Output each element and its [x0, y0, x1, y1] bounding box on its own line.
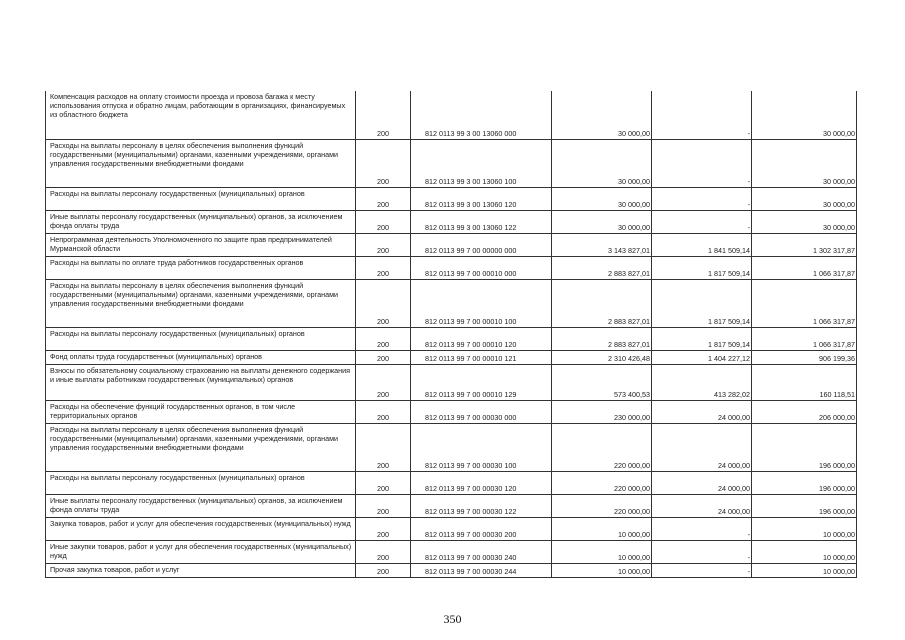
code-cell: 200: [356, 540, 411, 563]
classification-code-cell: 812 0113 99 7 00 00010 100: [411, 279, 552, 327]
executed-amount-cell: 1 404 227,12: [652, 350, 752, 364]
budget-table-container: [45, 91, 856, 578]
code-cell: 200: [356, 91, 411, 139]
approved-amount-cell: 220 000,00: [552, 471, 652, 494]
executed-amount-cell: 24 000,00: [652, 494, 752, 517]
table-row: [46, 233, 857, 256]
code-cell: 200: [356, 233, 411, 256]
table-row: [46, 139, 857, 187]
approved-amount-cell: 3 143 827,01: [552, 233, 652, 256]
classification-code-cell: 812 0113 99 3 00 13060 120: [411, 187, 552, 210]
table-row: [46, 350, 857, 364]
code-cell: 200: [356, 423, 411, 471]
executed-amount-cell: -: [652, 517, 752, 540]
unexecuted-amount-cell: 1 066 317,87: [752, 256, 857, 279]
code-cell: 200: [356, 517, 411, 540]
executed-amount-cell: -: [652, 187, 752, 210]
code-cell: 200: [356, 210, 411, 233]
classification-code-cell: 812 0113 99 7 00 00000 000: [411, 233, 552, 256]
classification-code-cell: 812 0113 99 7 00 00030 240: [411, 540, 552, 563]
executed-amount-cell: -: [652, 540, 752, 563]
row-name-cell: Расходы на обеспечение функций государственных органов, в том числе территориальных органов: [46, 400, 356, 423]
unexecuted-amount-cell: 160 118,51: [752, 364, 857, 400]
executed-amount-cell: 1 817 509,14: [652, 256, 752, 279]
classification-code-cell: 812 0113 99 7 00 00030 200: [411, 517, 552, 540]
unexecuted-amount-cell: 1 066 317,87: [752, 327, 857, 350]
executed-amount-cell: 1 817 509,14: [652, 327, 752, 350]
unexecuted-amount-cell: 196 000,00: [752, 471, 857, 494]
executed-amount-cell: 1 841 509,14: [652, 233, 752, 256]
unexecuted-amount-cell: 196 000,00: [752, 494, 857, 517]
code-cell: 200: [356, 256, 411, 279]
table-row: [46, 91, 857, 139]
code-cell: 200: [356, 494, 411, 517]
executed-amount-cell: 24 000,00: [652, 471, 752, 494]
unexecuted-amount-cell: 10 000,00: [752, 517, 857, 540]
executed-amount-cell: 24 000,00: [652, 423, 752, 471]
row-name-cell: Расходы на выплаты персоналу в целях обеспечения выполнения функций государственными (муниципальными) органами, казенными учреждениями, органами управления государственными внебюджетными фондами: [46, 139, 356, 187]
table-row: [46, 256, 857, 279]
code-cell: 200: [356, 400, 411, 423]
approved-amount-cell: 30 000,00: [552, 91, 652, 139]
classification-code-cell: 812 0113 99 3 00 13060 000: [411, 91, 552, 139]
executed-amount-cell: -: [652, 91, 752, 139]
row-name-cell: Расходы на выплаты персоналу государственных (муниципальных) органов: [46, 471, 356, 494]
unexecuted-amount-cell: 30 000,00: [752, 210, 857, 233]
table-row: [46, 210, 857, 233]
unexecuted-amount-cell: 30 000,00: [752, 91, 857, 139]
table-row: [46, 187, 857, 210]
code-cell: 200: [356, 187, 411, 210]
row-name-cell: Непрограммная деятельность Уполномоченного по защите прав предпринимателей Мурманской области: [46, 233, 356, 256]
unexecuted-amount-cell: 30 000,00: [752, 139, 857, 187]
classification-code-cell: 812 0113 99 7 00 00010 000: [411, 256, 552, 279]
table-row: [46, 494, 857, 517]
unexecuted-amount-cell: 30 000,00: [752, 187, 857, 210]
budget-table: [45, 91, 857, 578]
executed-amount-cell: -: [652, 139, 752, 187]
row-name-cell: Расходы на выплаты по оплате труда работников государственных органов: [46, 256, 356, 279]
code-cell: 200: [356, 563, 411, 577]
approved-amount-cell: 220 000,00: [552, 423, 652, 471]
table-row: [46, 423, 857, 471]
approved-amount-cell: 10 000,00: [552, 563, 652, 577]
unexecuted-amount-cell: 10 000,00: [752, 540, 857, 563]
classification-code-cell: 812 0113 99 7 00 00030 122: [411, 494, 552, 517]
approved-amount-cell: 30 000,00: [552, 210, 652, 233]
unexecuted-amount-cell: 196 000,00: [752, 423, 857, 471]
classification-code-cell: 812 0113 99 7 00 00030 100: [411, 423, 552, 471]
code-cell: 200: [356, 327, 411, 350]
table-row: [46, 279, 857, 327]
executed-amount-cell: -: [652, 563, 752, 577]
table-row: [46, 517, 857, 540]
row-name-cell: Компенсация расходов на оплату стоимости проезда и провоза багажа к месту использования отпуска и обратно лицам, работающим в организациях, финансируемых из областного бюджета: [46, 91, 356, 139]
executed-amount-cell: 24 000,00: [652, 400, 752, 423]
row-name-cell: Иные выплаты персоналу государственных (муниципальных) органов, за исключением фонда оплаты труда: [46, 210, 356, 233]
approved-amount-cell: 10 000,00: [552, 517, 652, 540]
classification-code-cell: 812 0113 99 7 00 00010 120: [411, 327, 552, 350]
row-name-cell: Прочая закупка товаров, работ и услуг: [46, 563, 356, 577]
table-row: [46, 327, 857, 350]
table-row: [46, 364, 857, 400]
row-name-cell: Закупка товаров, работ и услуг для обеспечения государственных (муниципальных) нужд: [46, 517, 356, 540]
classification-code-cell: 812 0113 99 7 00 00030 120: [411, 471, 552, 494]
code-cell: 200: [356, 471, 411, 494]
classification-code-cell: 812 0113 99 7 00 00010 129: [411, 364, 552, 400]
table-row: [46, 400, 857, 423]
page-number: 350: [443, 612, 462, 626]
classification-code-cell: 812 0113 99 3 00 13060 100: [411, 139, 552, 187]
code-cell: 200: [356, 139, 411, 187]
unexecuted-amount-cell: 10 000,00: [752, 563, 857, 577]
approved-amount-cell: 30 000,00: [552, 187, 652, 210]
approved-amount-cell: 30 000,00: [552, 139, 652, 187]
approved-amount-cell: 230 000,00: [552, 400, 652, 423]
table-row: [46, 471, 857, 494]
code-cell: 200: [356, 279, 411, 327]
row-name-cell: Иные закупки товаров, работ и услуг для обеспечения государственных (муниципальных) нужд: [46, 540, 356, 563]
row-name-cell: Расходы на выплаты персоналу в целях обеспечения выполнения функций государственными (муниципальными) органами, казенными учреждениями, органами управления государственными внебюджетными фондами: [46, 279, 356, 327]
row-name-cell: Расходы на выплаты персоналу государственных (муниципальных) органов: [46, 327, 356, 350]
table-row: [46, 540, 857, 563]
budget-table-body: [46, 91, 857, 577]
approved-amount-cell: 573 400,53: [552, 364, 652, 400]
executed-amount-cell: -: [652, 210, 752, 233]
row-name-cell: Расходы на выплаты персоналу в целях обеспечения выполнения функций государственными (муниципальными) органами, казенными учреждениями, органами управления государственными внебюджетными фондами: [46, 423, 356, 471]
approved-amount-cell: 2 883 827,01: [552, 279, 652, 327]
table-row: [46, 563, 857, 577]
classification-code-cell: 812 0113 99 7 00 00030 000: [411, 400, 552, 423]
row-name-cell: Взносы по обязательному социальному страхованию на выплаты денежного содержания и иные выплаты работникам государственных (муниципальных) органов: [46, 364, 356, 400]
approved-amount-cell: 2 310 426,48: [552, 350, 652, 364]
row-name-cell: Расходы на выплаты персоналу государственных (муниципальных) органов: [46, 187, 356, 210]
unexecuted-amount-cell: 1 302 317,87: [752, 233, 857, 256]
row-name-cell: Фонд оплаты труда государственных (муниципальных) органов: [46, 350, 356, 364]
unexecuted-amount-cell: 206 000,00: [752, 400, 857, 423]
classification-code-cell: 812 0113 99 7 00 00010 121: [411, 350, 552, 364]
code-cell: 200: [356, 364, 411, 400]
classification-code-cell: 812 0113 99 3 00 13060 122: [411, 210, 552, 233]
executed-amount-cell: 1 817 509,14: [652, 279, 752, 327]
approved-amount-cell: 2 883 827,01: [552, 256, 652, 279]
unexecuted-amount-cell: 1 066 317,87: [752, 279, 857, 327]
classification-code-cell: 812 0113 99 7 00 00030 244: [411, 563, 552, 577]
executed-amount-cell: 413 282,02: [652, 364, 752, 400]
row-name-cell: Иные выплаты персоналу государственных (муниципальных) органов, за исключением фонда оплаты труда: [46, 494, 356, 517]
approved-amount-cell: 220 000,00: [552, 494, 652, 517]
approved-amount-cell: 10 000,00: [552, 540, 652, 563]
approved-amount-cell: 2 883 827,01: [552, 327, 652, 350]
code-cell: 200: [356, 350, 411, 364]
unexecuted-amount-cell: 906 199,36: [752, 350, 857, 364]
